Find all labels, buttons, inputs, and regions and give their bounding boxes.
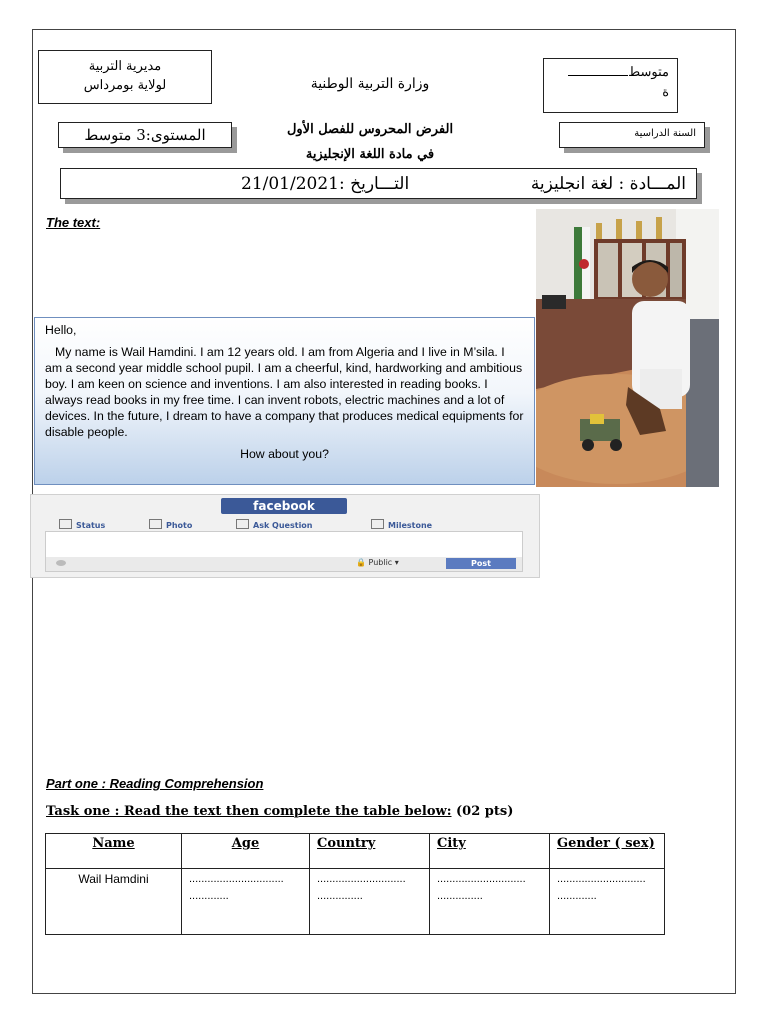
cell-city-blank[interactable]: ............................. ...............	[430, 869, 550, 935]
header-city: City	[430, 834, 550, 869]
facebook-tabs	[41, 517, 529, 531]
table-header-row	[46, 834, 665, 869]
cell-name: Wail Hamdini	[46, 869, 182, 935]
school-label: متوسط	[628, 65, 669, 80]
cell-age-blank[interactable]: ............................... .............	[182, 869, 310, 935]
header-gender: Gender ( sex)	[550, 834, 665, 869]
status-icon	[59, 519, 72, 529]
subject-label: المـــادة : لغة انجليزية	[530, 174, 686, 194]
school-name-blank	[568, 66, 628, 76]
letter-greeting: Hello,	[45, 323, 77, 337]
tab-status	[59, 519, 105, 530]
school-year-box: السنة الدراسية	[559, 122, 705, 148]
facebook-composer	[30, 494, 540, 578]
text-heading: The text:	[46, 215, 101, 230]
directorate-line1: مديرية التربية	[88, 59, 162, 74]
camera-icon	[149, 519, 162, 529]
tab-photo	[149, 519, 192, 530]
header-country: Country	[310, 834, 430, 869]
tab-photo-label: Photo	[166, 521, 193, 530]
question-icon	[236, 519, 249, 529]
part-one-heading: Part one : Reading Comprehension	[46, 776, 264, 791]
task-one-instruction	[46, 804, 513, 819]
post-button: Post	[446, 558, 516, 569]
cell-gender-blank[interactable]: ............................. .............	[550, 869, 665, 935]
school-suffix: ة	[662, 85, 669, 100]
privacy-selector: 🔒 Public ▾	[356, 558, 399, 567]
facebook-logo: facebook	[221, 498, 347, 514]
boy-photo-illustration	[536, 209, 719, 487]
task-one-label: Task one : Read the text then complete the table below:	[46, 804, 452, 819]
cell-country-blank[interactable]: ............................. ...............	[310, 869, 430, 935]
exam-title-line2: في مادة اللغة الإنجليزية	[305, 147, 435, 162]
directorate-line2: لولاية بومرداس	[83, 78, 167, 93]
subject-date-box	[60, 168, 697, 199]
exam-title-line1: الفرض المحروس للفصل الأول	[286, 122, 454, 137]
directorate-box	[38, 50, 212, 104]
header-name: Name	[46, 834, 182, 869]
facebook-post-area	[45, 531, 523, 559]
school-box	[543, 58, 678, 113]
tab-milestone-label: Milestone	[388, 521, 433, 530]
table-row	[46, 869, 665, 935]
letter-body: My name is Wail Hamdini. I am 12 years old. I am from Algeria and I live in M’sila. I am a second year middle school pupil. I am a cheerful, kind, hardworking and ambitious boy. I am keen on science and inventions. I am also interested in reading books. I always read books in my free time. I can invent robots, electric machines and a lot of devices. In the future, I dream to have a company that produces medical equipments for disable people.	[45, 345, 524, 439]
letter-text-card	[34, 317, 535, 485]
globe-icon	[56, 560, 66, 566]
task-one-points: (02 pts)	[451, 804, 514, 819]
privacy-label: Public	[368, 558, 393, 567]
header-age: Age	[182, 834, 310, 869]
facebook-bottom-bar	[45, 557, 523, 572]
level-box: المستوى:3 متوسط	[58, 122, 232, 148]
tab-milestone	[371, 519, 432, 530]
tab-ask-question-label: Ask Question	[253, 521, 313, 530]
boy-photo	[536, 209, 719, 487]
milestone-icon	[371, 519, 384, 529]
letter-closing: How about you?	[240, 447, 329, 461]
exam-title	[270, 117, 470, 167]
exam-date: التـــاريخ :21/01/2021	[241, 174, 410, 194]
comprehension-table	[45, 833, 665, 935]
tab-status-label: Status	[76, 521, 106, 530]
tab-ask-question	[236, 519, 313, 530]
ministry-title: وزارة التربية الوطنية	[310, 76, 430, 92]
